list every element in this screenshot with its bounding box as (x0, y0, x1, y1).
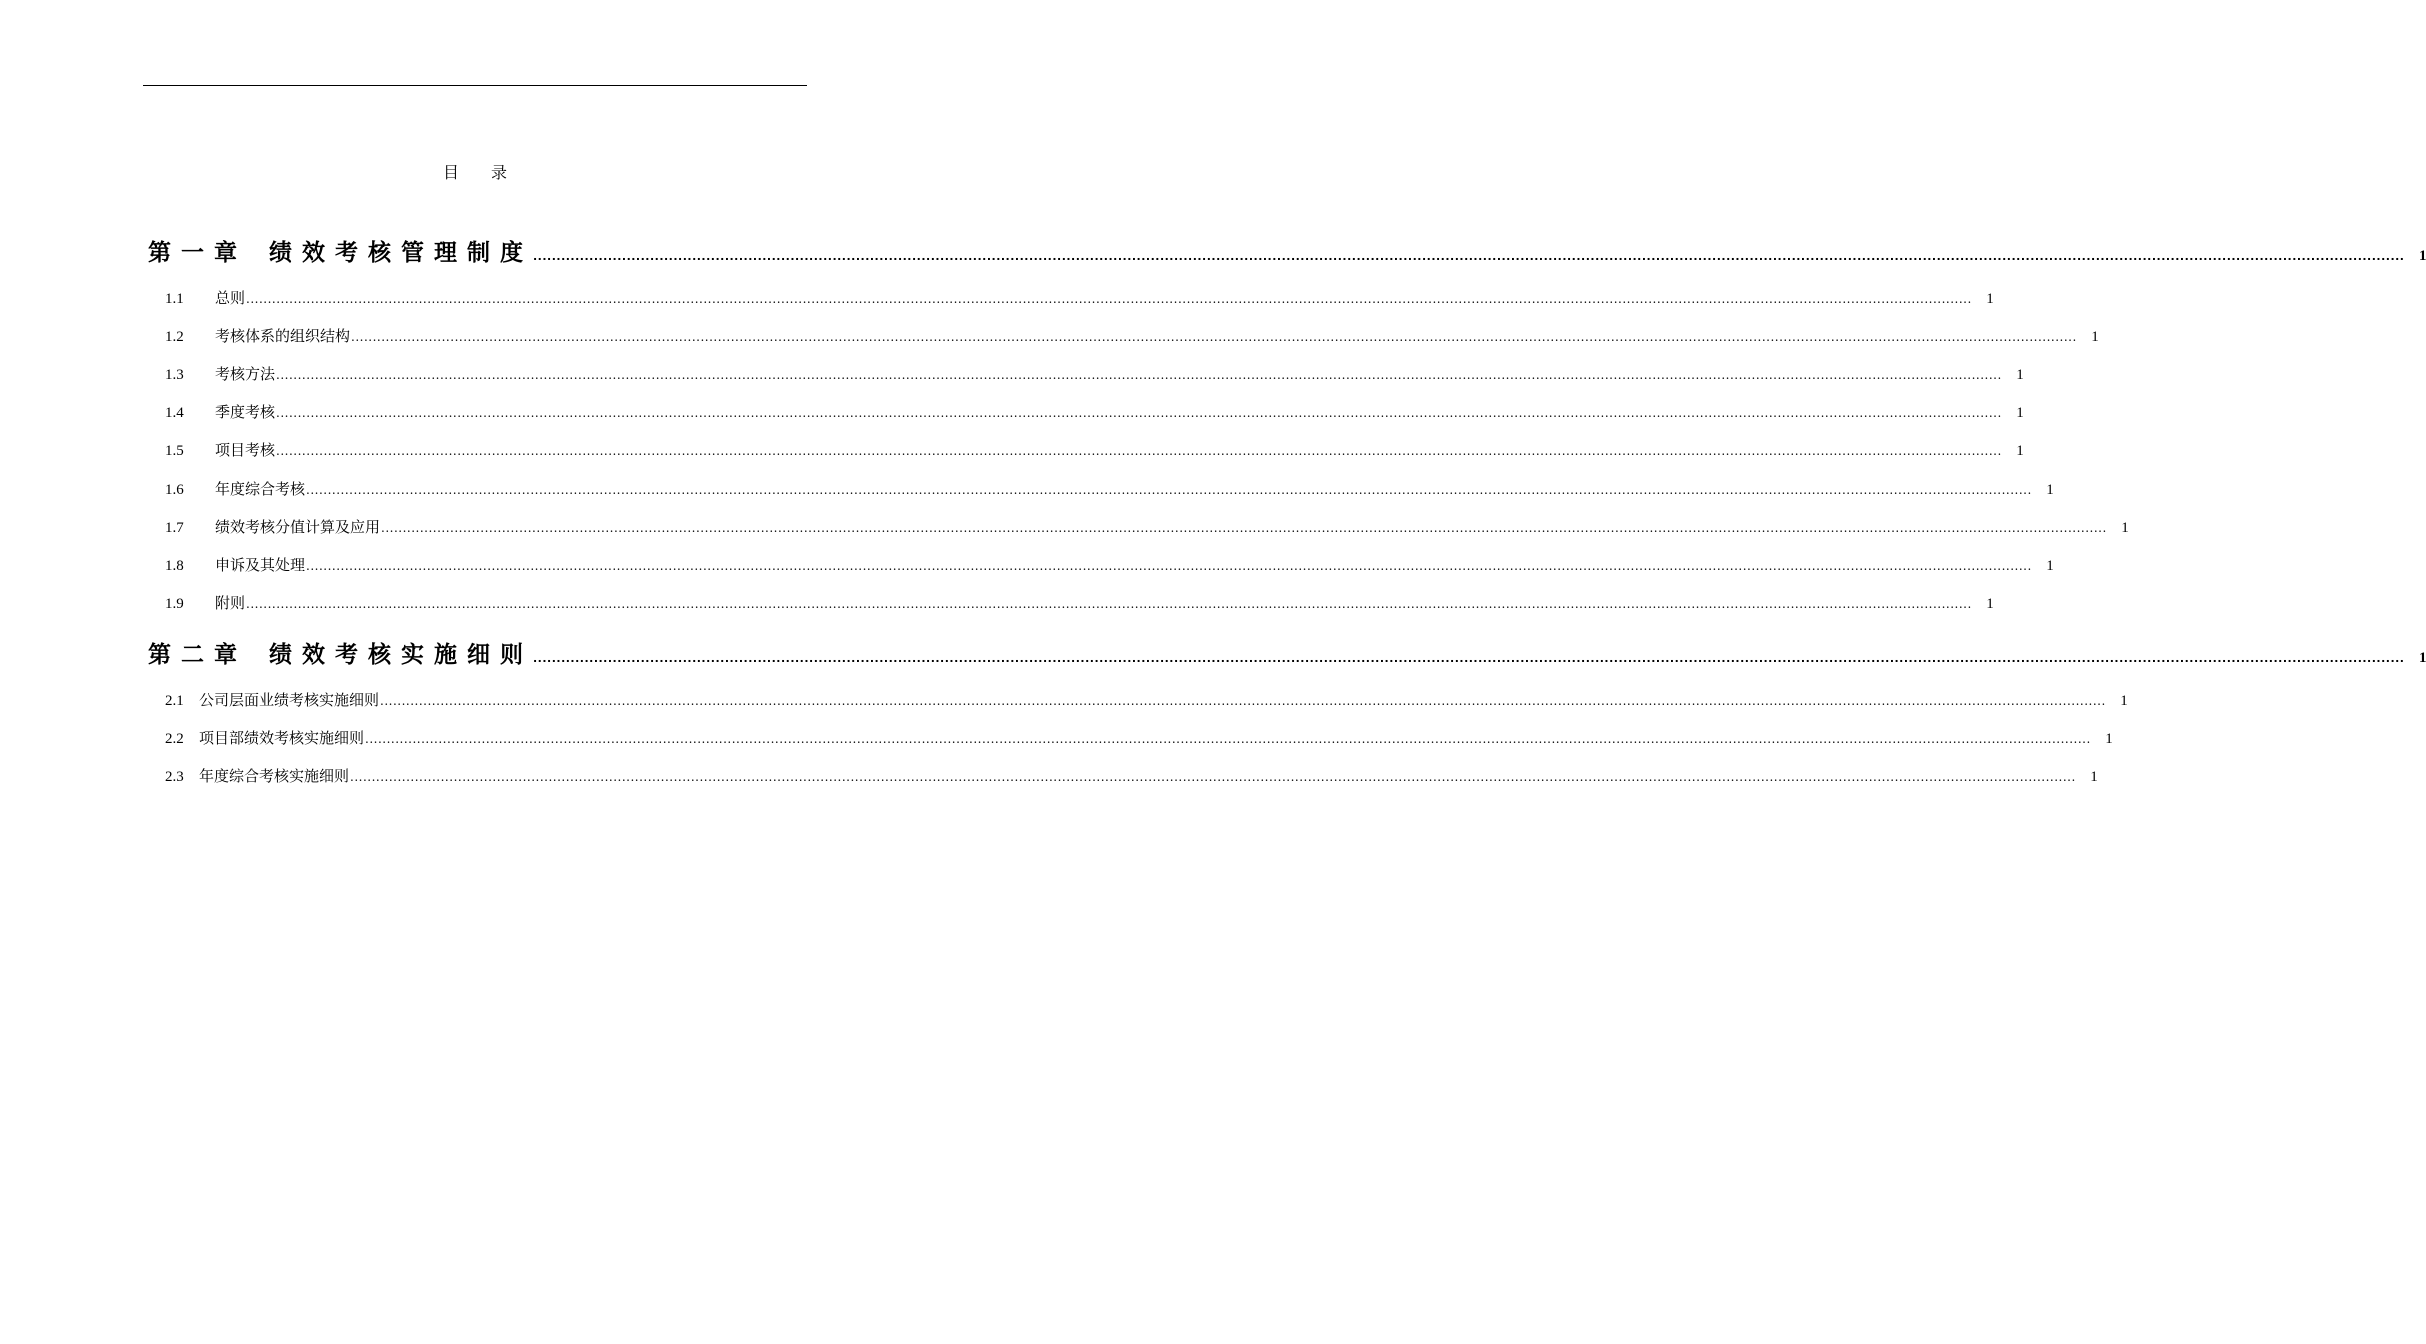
dot-leader: ................................................................................................................................................................................................................................................................................................................................................................................................................ (306, 559, 2032, 573)
toc-chapter-1[interactable] (148, 234, 2426, 267)
page-number: 1 (2046, 558, 2054, 574)
page-number: 1 (2418, 650, 2426, 666)
section-title: 项目部绩效考核实施细则 (199, 729, 365, 747)
dot-leader: ................................................................................................................................................................................................................................................................................................................................................................................................................ (276, 368, 2002, 382)
toc-section-1-9[interactable] (148, 592, 1994, 613)
section-number: 1.4 (165, 405, 184, 421)
section-title: 公司层面业绩考核实施细则 (199, 691, 380, 709)
toc-section-1-3[interactable] (148, 363, 2024, 384)
toc-section-2-2[interactable] (148, 727, 2113, 748)
dot-leader: ................................................................................................................................................................................................................................................................................................................................................................................................................ (533, 250, 2405, 263)
page-number: 1 (1986, 291, 1994, 307)
section-title: 申诉及其处理 (215, 556, 306, 574)
toc-section-2-3[interactable] (148, 765, 2098, 786)
dot-leader: ................................................................................................................................................................................................................................................................................................................................................................................................................ (246, 597, 1972, 611)
dot-leader: ................................................................................................................................................................................................................................................................................................................................................................................................................ (381, 521, 2107, 535)
dot-leader: ................................................................................................................................................................................................................................................................................................................................................................................................................ (276, 406, 2002, 420)
header-rule (143, 85, 807, 86)
toc-section-1-2[interactable] (148, 325, 2099, 346)
section-title: 绩效考核分值计算及应用 (215, 518, 381, 536)
section-number: 1.1 (165, 291, 184, 307)
section-number: 1.6 (165, 482, 184, 498)
toc-section-1-1[interactable] (148, 287, 1994, 308)
section-title: 附则 (215, 594, 246, 612)
section-title: 年度综合考核实施细则 (199, 767, 350, 785)
section-number: 1.3 (165, 367, 184, 383)
toc-section-2-1[interactable] (148, 689, 2128, 710)
dot-leader: ................................................................................................................................................................................................................................................................................................................................................................................................................ (306, 483, 2032, 497)
dot-leader: ................................................................................................................................................................................................................................................................................................................................................................................................................ (350, 770, 2076, 784)
section-title: 项目考核 (215, 441, 276, 459)
dot-leader: ................................................................................................................................................................................................................................................................................................................................................................................................................ (380, 694, 2106, 708)
dot-leader: ................................................................................................................................................................................................................................................................................................................................................................................................................ (365, 732, 2091, 746)
toc-chapter-2[interactable] (148, 636, 2426, 669)
section-number: 1.7 (165, 520, 184, 536)
toc-section-1-8[interactable] (148, 554, 2054, 575)
toc-section-1-5[interactable] (148, 439, 2024, 460)
chapter-title: 绩效考核实施细则 (269, 642, 533, 668)
section-title: 年度综合考核 (215, 480, 306, 498)
page-number: 1 (2418, 248, 2426, 264)
section-number: 1.8 (165, 558, 184, 574)
chapter-number: 第二章 (148, 642, 247, 668)
page-number: 1 (2090, 769, 2098, 785)
dot-leader: ................................................................................................................................................................................................................................................................................................................................................................................................................ (276, 444, 2002, 458)
chapter-number: 第一章 (148, 240, 247, 266)
page-number: 1 (2120, 693, 2128, 709)
section-number: 1.9 (165, 596, 184, 612)
toc-title-right: 录 (491, 163, 508, 182)
section-number: 1.2 (165, 329, 184, 345)
section-number: 2.2 (165, 731, 184, 747)
dot-leader: ................................................................................................................................................................................................................................................................................................................................................................................................................ (351, 330, 2077, 344)
dot-leader: ................................................................................................................................................................................................................................................................................................................................................................................................................ (533, 652, 2405, 665)
page-number: 1 (2105, 731, 2113, 747)
section-title: 季度考核 (215, 403, 276, 421)
page-number: 1 (2016, 367, 2024, 383)
page-number: 1 (2046, 482, 2054, 498)
section-number: 1.5 (165, 443, 184, 459)
page-number: 1 (1986, 596, 1994, 612)
page-number: 1 (2016, 443, 2024, 459)
section-number: 2.1 (165, 693, 184, 709)
toc-title-left: 目 (442, 163, 459, 182)
section-number: 2.3 (165, 769, 184, 785)
page-number: 1 (2016, 405, 2024, 421)
toc-section-1-7[interactable] (148, 516, 2129, 537)
dot-leader: ................................................................................................................................................................................................................................................................................................................................................................................................................ (246, 292, 1972, 306)
toc-section-1-4[interactable] (148, 401, 2024, 422)
toc-section-1-6[interactable] (148, 478, 2054, 499)
toc-title (0, 160, 950, 183)
page-number: 1 (2121, 520, 2129, 536)
section-title: 总则 (215, 289, 246, 307)
chapter-title: 绩效考核管理制度 (269, 240, 533, 266)
section-title: 考核体系的组织结构 (215, 327, 351, 345)
section-title: 考核方法 (215, 365, 276, 383)
page-number: 1 (2091, 329, 2099, 345)
